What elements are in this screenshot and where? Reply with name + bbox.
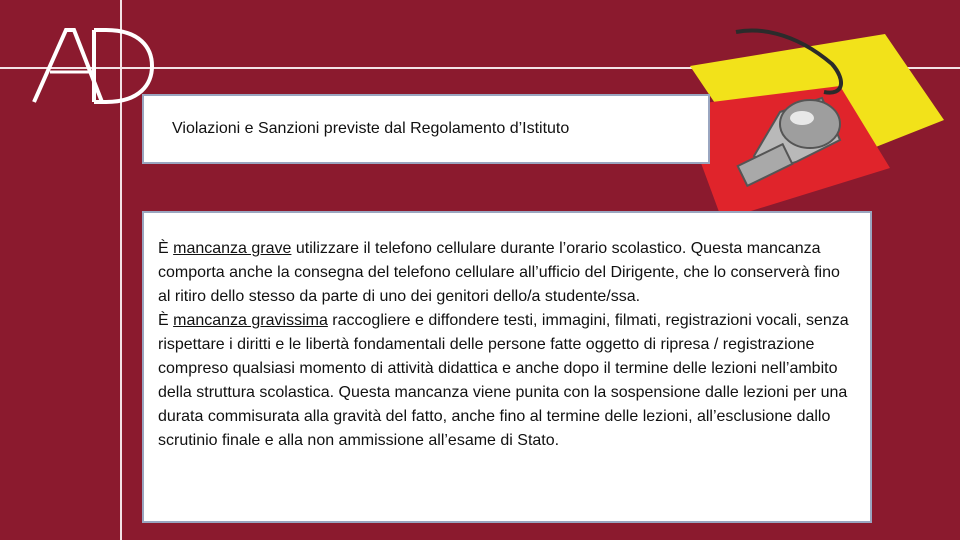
content-box [142, 211, 872, 523]
slide-title: Violazioni e Sanzioni previste dal Regolamento d’Istituto [172, 120, 570, 137]
term-mancanza-gravissima: mancanza gravissima [173, 312, 328, 329]
paragraph-text: raccogliere e diffondere testi, immagini, filmati, registrazioni vocali, senza rispettare i diritti e le libertà fondamentali delle persone fatte oggetto di ripresa / registrazione compreso qualsiasi momento di attività didattica e anche dopo il termine delle lezioni nell’ambito della struttura scolastica. Questa mancanza viene punita con la sospensione dalle lezioni per una durata commisurata alla gravità del fatto, anche fino al termine delle lezioni, all’esclusione dallo scrutinio finale e alla non ammissione all’esame di Stato. [158, 312, 849, 449]
school-logo [28, 26, 158, 106]
paragraph-mancanza-grave [158, 237, 856, 309]
paragraph-prefix: È [158, 240, 174, 257]
title-box [142, 94, 710, 164]
paragraph-prefix: È [158, 312, 174, 329]
term-mancanza-grave: mancanza grave [173, 240, 292, 257]
paragraph-mancanza-gravissima [158, 309, 856, 453]
paragraph-text: utilizzare il telefono cellulare durante l’orario scolastico. Questa mancanza comporta anche la consegna del telefono cellulare all’ufficio del Dirigente, che lo conserverà fino al ritiro dello stesso da parte di uno dei genitori dello/a studente/ssa. [158, 240, 840, 305]
